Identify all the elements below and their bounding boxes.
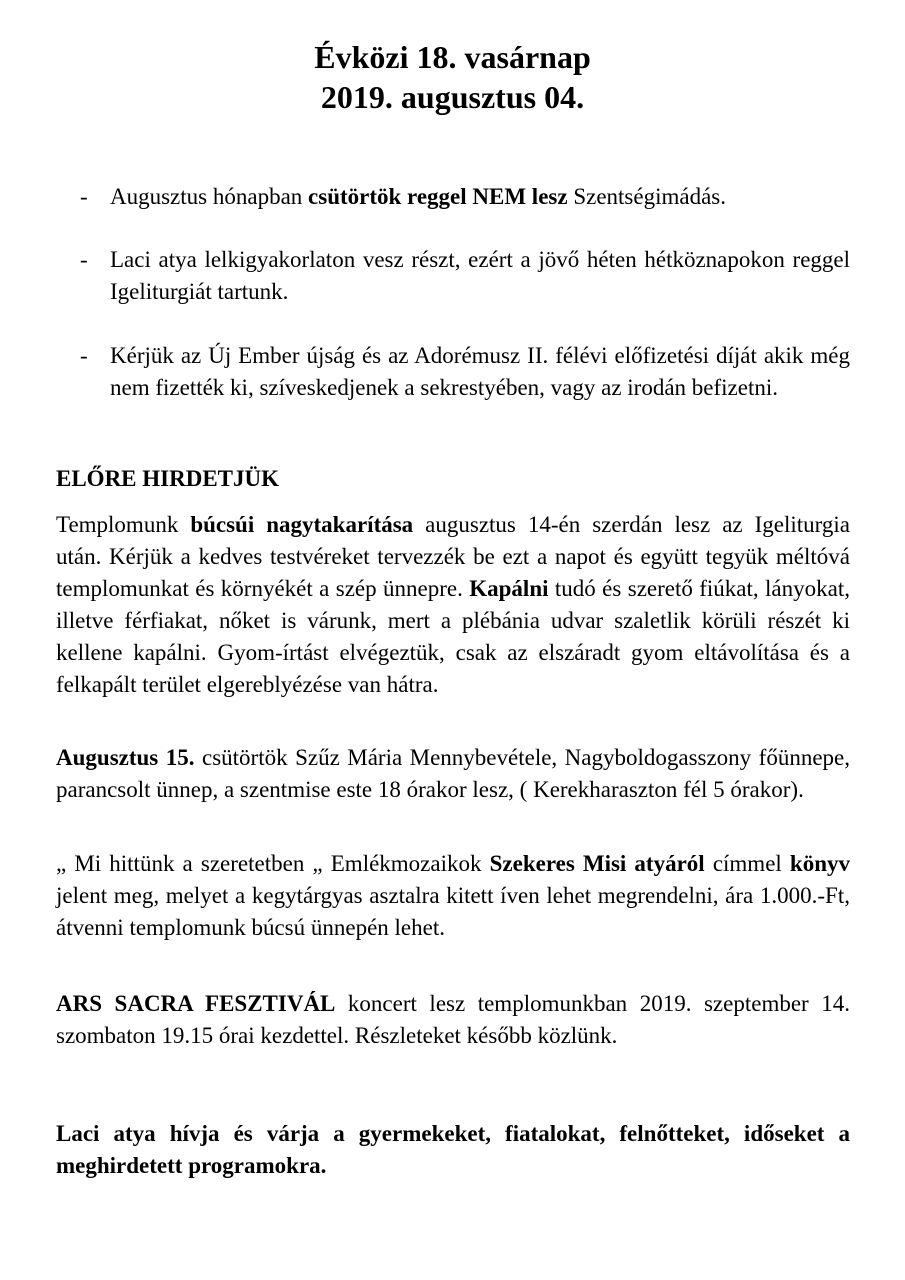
list-item [80,244,850,308]
item-text: Laci atya lelkigyakorlaton vesz részt, ezért a jövő héten hétköznapokon reggel Igeliturgiát tartunk. [110,247,850,304]
paragraph-assumption [56,742,850,806]
list-dash: - [80,343,88,368]
item-text: Augusztus hónapban [110,184,309,209]
list-dash: - [80,184,88,209]
paragraph-text: címmel [704,851,790,876]
list-item [80,181,850,213]
page-date: 2019. augusztus 04. [320,79,585,115]
paragraph-emphasis: ARS SACRA FESZTIVÁL [56,991,336,1016]
item-emphasis: csütörtök reggel NEM lesz [308,184,568,209]
paragraph-emphasis: Kapálni [469,576,549,601]
paragraph-book [56,848,850,944]
page-title: Évközi 18. vasárnap [314,39,591,75]
list-dash: - [80,247,88,272]
paragraph-emphasis: Szekeres Misi atyáról [489,851,705,876]
list-item [80,340,850,404]
paragraph-emphasis: Augusztus 15. [56,745,195,770]
paragraph-text: koncert lesz templomunkban 2019. szeptember 14. szombaton 19.15 órai kezdettel. Részleteket később közlünk. [56,991,850,1048]
item-text: Kérjük az Új Ember újság és az Adorémusz II. félévi előfizetési díját akik még nem fizették ki, szíveskedjenek a sekrestyében, vagy az irodán befizetni. [110,343,850,400]
item-text: Szentségimádás. [567,184,726,209]
closing-invitation: Laci atya hívja és várja a gyermekeket, fiatalokat, felnőtteket, időseket a meghirdetett programokra. [56,1121,850,1178]
paragraph-text: augusztus 14-én szerdán lesz az Igeliturgia után. Kérjük a kedves testvéreket tervezzék be ezt a napot és együtt tegyük méltóvá templomunkat és környékét a szép ünnepre. [56,512,850,601]
paragraph-text: csütörtök Szűz Mária Mennybevétele, Nagyboldogasszony főünnepe, parancsolt ünnep, a szentmise este 18 órakor lesz, ( Kerekharaszton fél 5 órakor). [56,745,850,802]
paragraph-festival [56,988,850,1052]
paragraph-text: Templomunk [56,512,191,537]
paragraph-text: jelent meg, melyet a kegytárgyas asztalra kitett íven lehet megrendelni, ára 1.000.-Ft, átvenni templomunk búcsú ünnepén lehet. [56,883,850,940]
paragraph-emphasis: búcsúi nagytakarítása [190,512,414,537]
paragraph-text: „ Mi hittünk a szeretetben „ Emlékmozaikok [56,851,490,876]
section-heading: ELŐRE HIRDETJÜK [56,466,280,491]
paragraph-text: tudó és szerető fiúkat, lányokat, illetve férfiakat, nőket is várunk, mert a plébánia udvar szaletlik körüli részét ki kellene kapálni. Gyom-írtást elvégeztük, csak az elszáradt gyom eltávolítása és a felkapált terület elgereblyézése van hátra. [56,576,850,697]
paragraph-emphasis: könyv [789,851,851,876]
paragraph-cleaning [56,509,850,701]
